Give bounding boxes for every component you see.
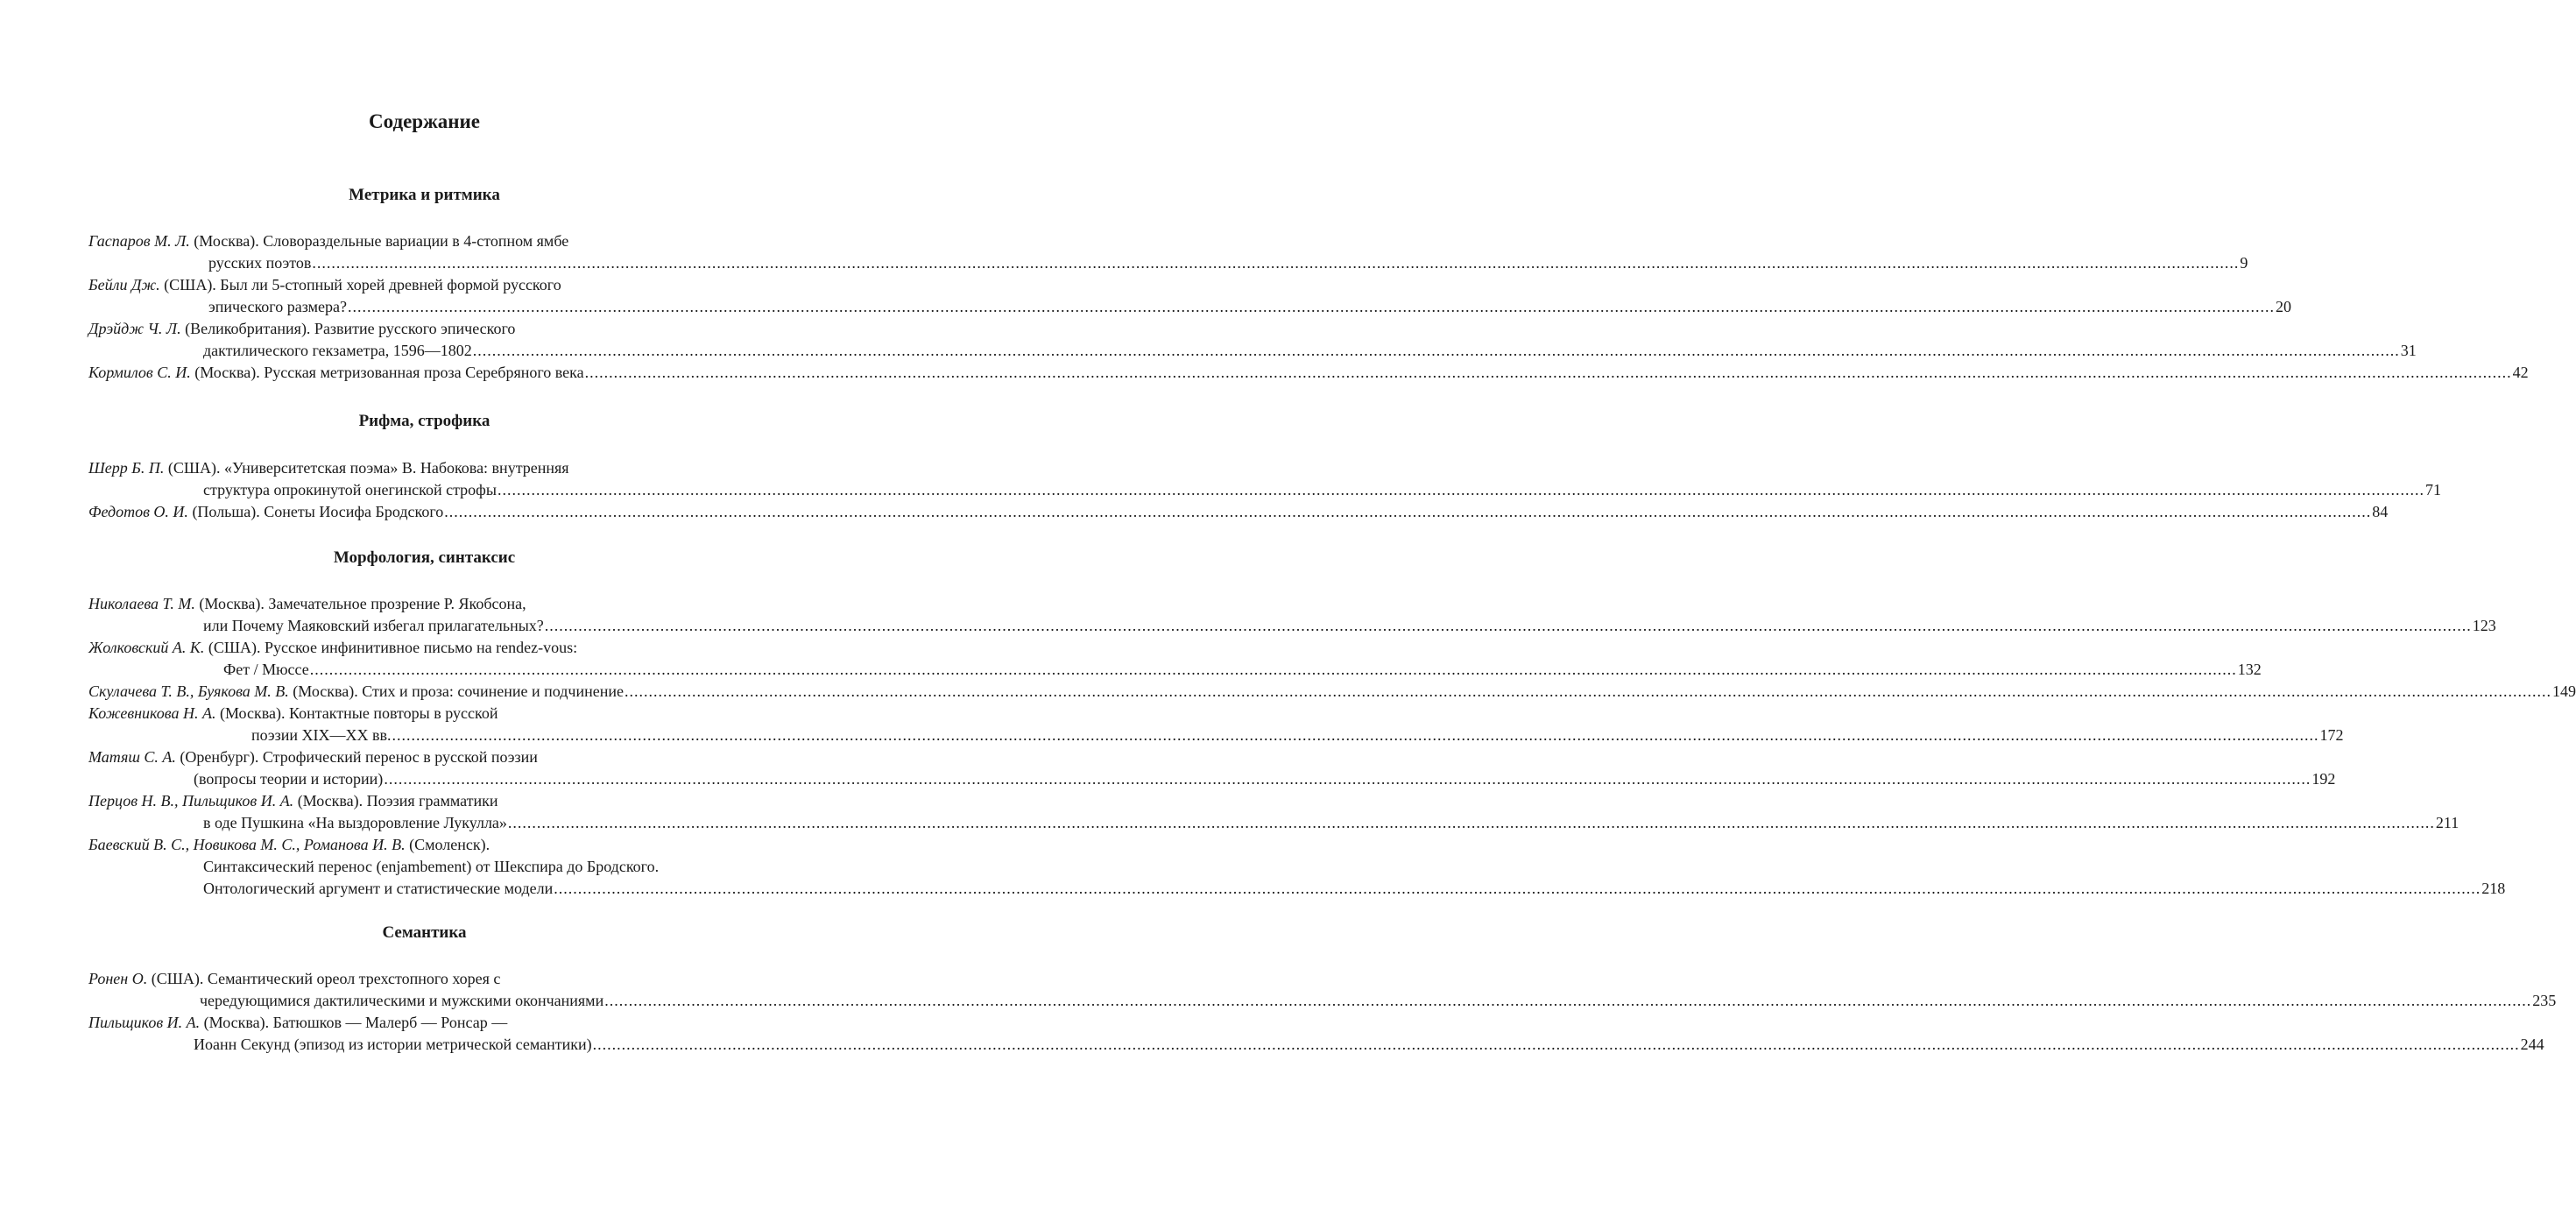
page-number: 84 [2372,503,2389,520]
toc-entry-line [88,1012,759,1034]
entry-title-continuation: дактилического гекзаметра, 1596—1802 [203,342,472,359]
entry-title: (США). «Университетская поэма» В. Набокова: внутренняя [164,459,569,477]
page-number: 42 [2512,364,2529,381]
toc-entry-line [88,274,759,296]
entry-author: Ронен О. [88,970,148,987]
entry-title-continuation: (вопросы теории и истории) [194,770,384,788]
entry-title: (Москва). Батюшков — Малерб — Ронсар — [200,1014,508,1031]
page-number: 20 [2275,298,2291,315]
toc-entry-line [88,812,2460,834]
dot-leader: ................................................................................................................................................................................................................................................................................................................................................................................................................ [444,503,2372,520]
toc-entry-line [88,746,759,768]
entry-author: Кормилов С. И. [88,364,191,381]
entry-title-continuation: структура опрокинутой онегинской строфы [203,481,497,498]
toc-entry-line [88,725,2344,746]
toc-entry [88,362,2529,384]
dot-leader: ................................................................................................................................................................................................................................................................................................................................................................................................................ [554,880,2481,897]
toc-entry-line [88,878,2506,900]
toc-entry [88,230,2248,274]
dot-leader: ................................................................................................................................................................................................................................................................................................................................................................................................................ [312,254,2240,272]
dot-leader: ................................................................................................................................................................................................................................................................................................................................................................................................................ [584,364,2512,381]
entry-author: Пильщиков И. А. [88,1014,201,1031]
page-number: 149 [2551,682,2576,700]
entry-author: Матяш С. А. [88,748,176,766]
entry-title-continuation: Иоанн Секунд (эпизод из истории метрической семантики) [194,1036,592,1053]
toc-entry-line [88,296,2291,318]
page-number: 235 [2532,992,2557,1009]
entry-author: Гаспаров М. Л. [88,232,190,250]
section-heading: Семантика [382,923,467,942]
entry-title-continuation: или Почему Маяковский избегал прилагательных? [203,617,544,634]
entry-title: (Смоленск). [405,836,490,853]
toc-entry [88,790,2460,834]
entry-author: Бейли Дж. [88,276,160,293]
toc-entry [88,746,2336,790]
toc-entry-line [88,834,759,856]
toc-entry-line [88,703,759,725]
entry-title-continuation: эпического размера? [208,298,347,315]
toc-entry-line [88,968,759,990]
dot-leader: ................................................................................................................................................................................................................................................................................................................................................................................................................ [347,298,2275,315]
toc-entry [88,681,2576,703]
entry-title: (Великобритания). Развитие русского эпического [180,320,516,337]
toc-entry-line [88,790,759,812]
toc-entry [88,274,2291,318]
entry-author: Кожевникова Н. А. [88,704,216,722]
entry-author: Николаева Т. М. [88,595,195,612]
entry-title: (Москва). Словораздельные вариации в 4-стопном ямбе [189,232,569,250]
dot-leader: ................................................................................................................................................................................................................................................................................................................................................................................................................ [507,814,2435,831]
toc-entry-line [88,457,759,479]
entry-text [88,362,584,384]
entry-title-continuation: чередующимися дактилическими и мужскими окончаниями [200,992,604,1009]
dot-leader: ................................................................................................................................................................................................................................................................................................................................................................................................................ [592,1036,2520,1053]
dot-leader: ................................................................................................................................................................................................................................................................................................................................................................................................................ [544,617,2472,634]
toc-entry [88,834,2506,900]
toc-entry-line [88,637,759,659]
page-number: 31 [2400,342,2417,359]
page-number: 123 [2472,617,2496,634]
page-title: Содержание [369,110,480,132]
toc-entry [88,637,2262,681]
toc-entry [88,318,2417,362]
toc-entry [88,501,2389,523]
section-heading: Рифма, строфика [358,412,490,430]
section-heading: Морфология, синтаксис [333,548,516,567]
page-number: 9 [2240,254,2248,272]
toc-entry-line [88,681,2576,703]
section-heading: Метрика и ритмика [349,186,500,204]
entry-title: (США). Русское инфинитивное письмо на rendez-vous: [204,639,578,656]
entry-author: Федотов О. И. [88,503,188,520]
dot-leader: ................................................................................................................................................................................................................................................................................................................................................................................................................ [604,992,2532,1009]
toc-entry-line [88,615,2496,637]
entry-author: Дрэйдж Ч. Л. [88,320,181,337]
entry-author: Жолковский А. К. [88,639,205,656]
page-number: 172 [2319,726,2344,744]
page-number: 71 [2424,481,2441,498]
toc-entry-line [88,501,2389,523]
toc-entry-line [88,479,2441,501]
toc-entry-line [88,340,2417,362]
toc-entry-line [88,1034,2544,1056]
toc-entry-line [88,659,2262,681]
entry-title-continuation: поэзии XIX—XX вв. [251,726,392,744]
toc-entry-line [88,318,759,340]
entry-title-continuation: Фет / Мюссе [223,661,309,678]
dot-leader: ................................................................................................................................................................................................................................................................................................................................................................................................................ [392,726,2319,744]
toc-entry-line [88,990,2557,1012]
dot-leader: ................................................................................................................................................................................................................................................................................................................................................................................................................ [497,481,2424,498]
toc-entry [88,593,2496,637]
entry-title-continuation: Синтаксический перенос (enjambement) от Шекспира до Бродского. [203,858,660,875]
entry-title: (США). Был ли 5-стопный хорей древней формой русского [159,276,561,293]
toc-entry-line [88,252,2248,274]
toc-entry [88,968,2557,1012]
toc-entry-line [88,768,2336,790]
dot-leader: ................................................................................................................................................................................................................................................................................................................................................................................................................ [384,770,2311,788]
toc-entry [88,1012,2544,1056]
toc-entry [88,703,2344,746]
dot-leader: ................................................................................................................................................................................................................................................................................................................................................................................................................ [624,682,2551,700]
page-number: 132 [2237,661,2262,678]
page-number: 211 [2435,814,2460,831]
entry-title-continuation: русских поэтов [208,254,312,272]
toc-entry-line [88,593,759,615]
entry-title: (Москва). Поэзия грамматики [293,792,498,809]
entry-title: (Оренбург). Строфический перенос в русской поэзии [175,748,538,766]
entry-author: Скулачева Т. В., Буякова М. В. [88,682,289,700]
toc-entry-line [88,230,759,252]
entry-title-continuation: в оде Пушкина «На выздоровление Лукулла» [203,814,507,831]
toc-entry [88,457,2441,501]
dot-leader: ................................................................................................................................................................................................................................................................................................................................................................................................................ [309,661,2237,678]
entry-title: (Москва). Стих и проза: сочинение и подчинение [288,682,624,700]
entry-title: (Польша). Сонеты Иосифа Бродского [187,503,444,520]
entry-text [88,681,624,703]
toc-entry-line [88,362,2529,384]
entry-title: (Москва). Русская метризованная проза Серебряного века [190,364,584,381]
page-number: 218 [2481,880,2506,897]
entry-author: Шерр Б. П. [88,459,165,477]
entry-title: (Москва). Замечательное прозрение Р. Якобсона, [194,595,526,612]
entry-author: Перцов Н. В., Пильщиков И. А. [88,792,294,809]
entry-author: Баевский В. С., Новикова М. С., Романова И. В. [88,836,406,853]
entry-title: (США). Семантический ореол трехстопного хорея с [147,970,501,987]
page-number: 192 [2311,770,2336,788]
page-number: 244 [2520,1036,2544,1053]
entry-title: (Москва). Контактные повторы в русской [215,704,498,722]
dot-leader: ................................................................................................................................................................................................................................................................................................................................................................................................................ [472,342,2400,359]
entry-text [88,501,443,523]
entry-title-continuation: Онтологический аргумент и статистические модели [203,880,554,897]
